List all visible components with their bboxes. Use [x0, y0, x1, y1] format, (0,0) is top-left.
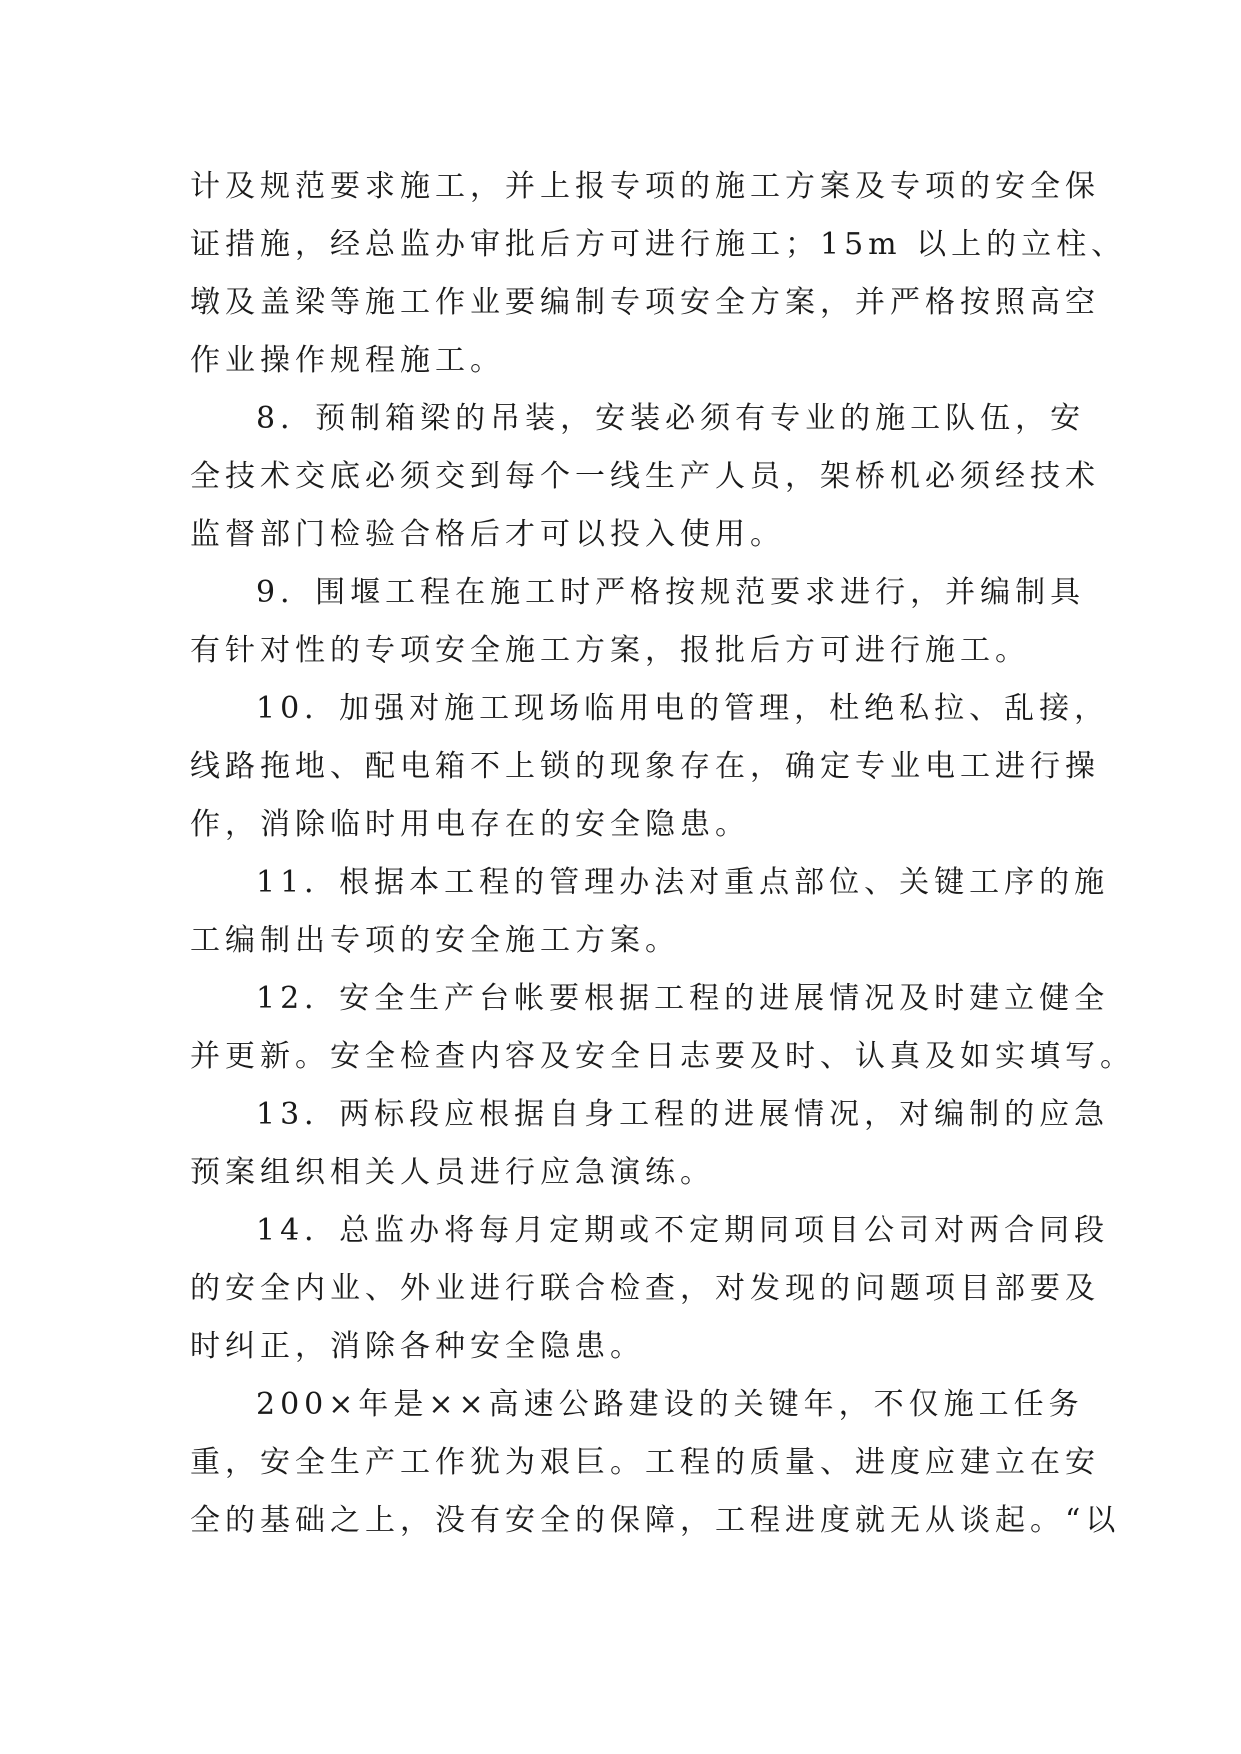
text-line: 200×年是××高速公路建设的关键年，不仅施工任务 — [256, 1387, 1084, 1422]
text-line: 8．预制箱梁的吊装，安装必须有专业的施工队伍，安 — [256, 401, 1086, 436]
paragraph-item-11 — [190, 854, 1110, 970]
paragraph-item-10 — [190, 680, 1110, 854]
text-line: 工编制出专项的安全施工方案。 — [190, 923, 680, 958]
paragraph-item-9 — [190, 564, 1086, 680]
text-line: 并更新。安全检查内容及安全日志要及时、认真及如实填写。 — [190, 1039, 1135, 1074]
text-line: 重，安全生产工作犹为艰巨。工程的质量、进度应建立在安 — [190, 1445, 1100, 1480]
text-line: 预案组织相关人员进行应急演练。 — [190, 1155, 715, 1190]
paragraph-continuation — [190, 158, 1127, 390]
paragraph-item-13 — [190, 1086, 1110, 1202]
text-line: 作，消除临时用电存在的安全隐患。 — [190, 807, 750, 842]
text-line: 13．两标段应根据自身工程的进展情况，对编制的应急 — [256, 1097, 1110, 1132]
text-line: 计及规范要求施工，并上报专项的施工方案及专项的安全保 — [190, 169, 1100, 204]
text-line: 9．围堰工程在施工时严格按规范要求进行，并编制具 — [256, 575, 1086, 610]
text-line: 墩及盖梁等施工作业要编制专项安全方案，并严格按照高空 — [190, 285, 1100, 320]
paragraph-item-14 — [190, 1202, 1110, 1376]
text-line: 10．加强对施工现场临用电的管理，杜绝私拉、乱接， — [256, 691, 1110, 726]
text-line: 11．根据本工程的管理办法对重点部位、关键工序的施 — [256, 865, 1110, 900]
text-line: 12．安全生产台帐要根据工程的进展情况及时建立健全 — [256, 981, 1110, 1016]
text-line: 全的基础之上，没有安全的保障，工程进度就无从谈起。“以 — [190, 1503, 1121, 1538]
text-line: 全技术交底必须交到每个一线生产人员，架桥机必须经技术 — [190, 459, 1100, 494]
text-line: 的安全内业、外业进行联合检查，对发现的问题项目部要及 — [190, 1271, 1100, 1306]
text-line: 14．总监办将每月定期或不定期同项目公司对两合同段 — [256, 1213, 1110, 1248]
paragraph-item-8 — [190, 390, 1100, 564]
text-line: 监督部门检验合格后才可以投入使用。 — [190, 517, 785, 552]
text-line: 时纠正，消除各种安全隐患。 — [190, 1329, 645, 1364]
text-line: 证措施，经总监办审批后方可进行施工；15m 以上的立柱、 — [190, 227, 1127, 262]
document-body — [190, 158, 1135, 1550]
paragraph-item-12 — [190, 970, 1135, 1086]
text-line: 有针对性的专项安全施工方案，报批后方可进行施工。 — [190, 633, 1030, 668]
paragraph-conclusion — [190, 1376, 1121, 1550]
text-line: 线路拖地、配电箱不上锁的现象存在，确定专业电工进行操 — [190, 749, 1100, 784]
text-line: 作业操作规程施工。 — [190, 343, 505, 378]
